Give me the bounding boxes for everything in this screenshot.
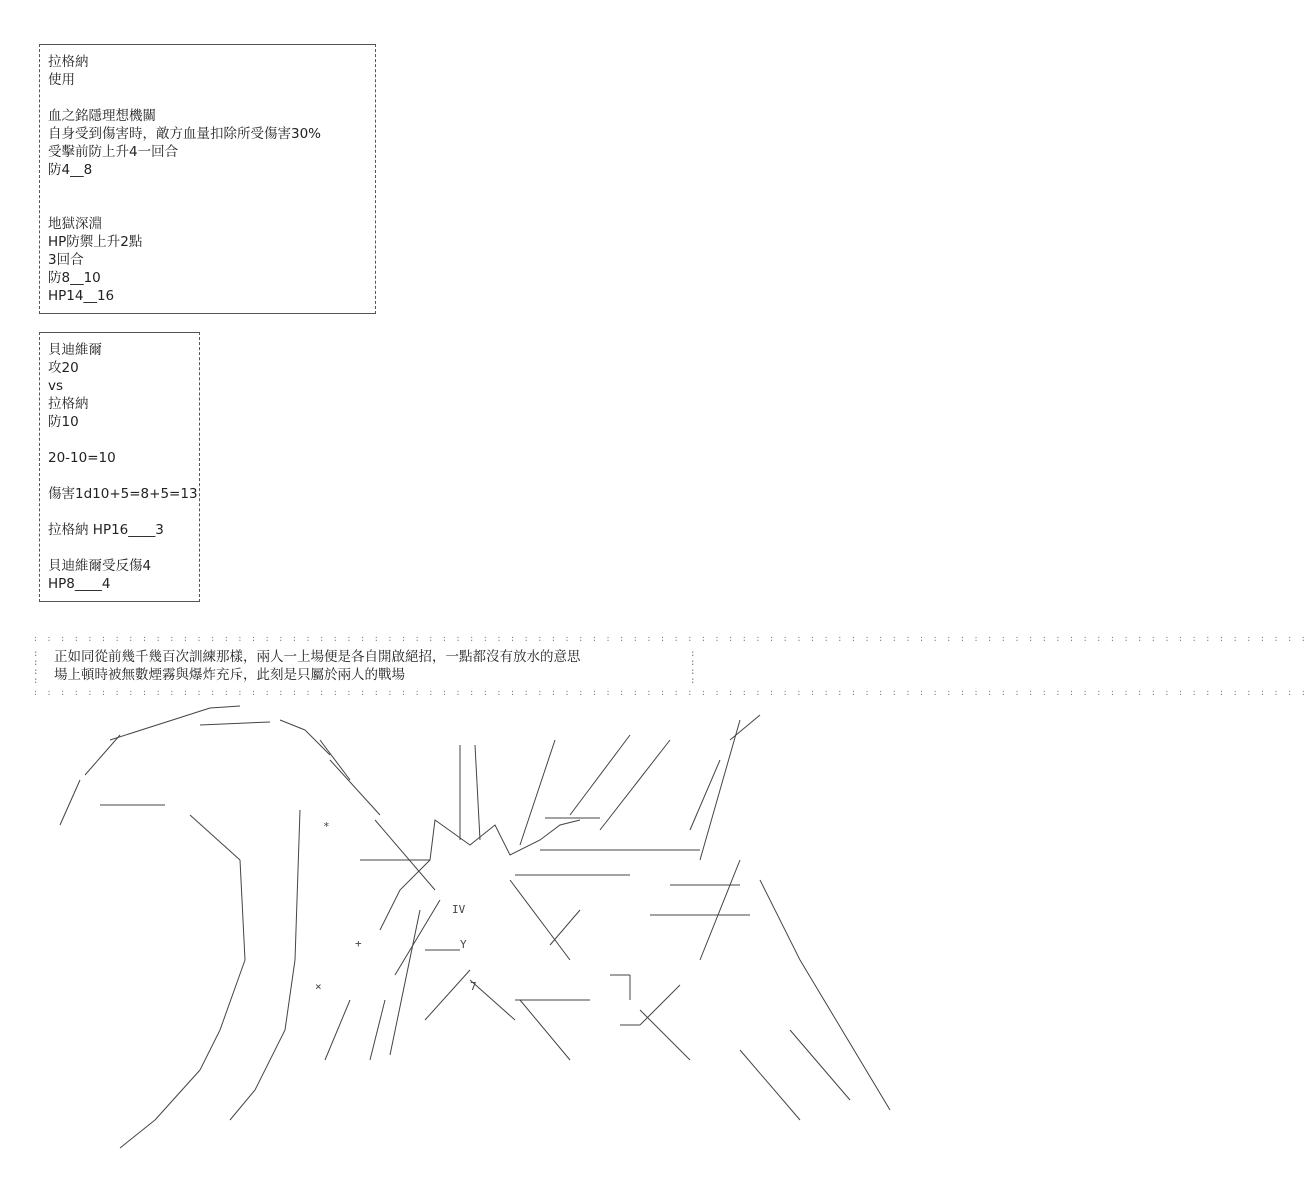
box2-line-5 — [48, 431, 189, 449]
box1-line-8 — [48, 197, 365, 215]
art-stroke — [395, 900, 440, 975]
box1-line-12: 防8__10 — [48, 270, 101, 286]
art-stroke — [255, 1030, 285, 1090]
box1-line-5: 受擊前防上升4一回合 — [48, 144, 179, 160]
box1-line-6: 防4__8 — [48, 162, 93, 178]
box2-line-12: 貝迪維爾受反傷4 — [48, 558, 152, 574]
art-stroke — [60, 780, 80, 825]
art-stroke — [230, 1090, 255, 1120]
box1-line-4: 自身受到傷害時，敵方血量扣除所受傷害30% — [48, 126, 322, 142]
art-stroke — [510, 880, 570, 960]
art-stroke — [370, 1000, 385, 1060]
art-glyph-iv: IV — [452, 903, 466, 916]
box1-line-2 — [48, 89, 365, 107]
art-stroke — [600, 740, 670, 830]
art-stroke — [760, 880, 800, 960]
box1-line-0: 拉格納 — [48, 54, 89, 70]
art-stroke — [700, 720, 740, 860]
art-stroke — [740, 1050, 800, 1120]
skill-info-box — [39, 44, 376, 314]
box1-line-10: HP防禦上升2點 — [48, 234, 143, 250]
art-stroke — [800, 960, 890, 1110]
art-glyph-y: Y — [460, 938, 467, 951]
art-stroke — [640, 1010, 690, 1060]
art-stroke — [200, 1030, 220, 1070]
art-stroke — [690, 760, 720, 830]
art-stroke — [425, 970, 470, 1020]
art-stroke — [320, 740, 350, 780]
box1-line-13: HP14__16 — [48, 288, 115, 304]
art-stroke — [330, 760, 380, 815]
art-stroke — [190, 815, 240, 860]
art-stroke — [470, 980, 515, 1020]
art-stroke — [240, 860, 245, 960]
art-stroke — [380, 860, 430, 930]
art-stroke — [475, 745, 480, 840]
ascii-art-explosion-scene — [40, 700, 950, 1160]
box2-line-10: 拉格納 HP16____3 — [48, 522, 164, 538]
art-stroke — [550, 910, 580, 945]
art-stroke — [730, 715, 760, 740]
box1-line-3: 血之銘隱理想機關 — [48, 108, 156, 124]
art-stroke — [520, 740, 555, 845]
art-stroke — [375, 820, 435, 890]
box1-line-1: 使用 — [48, 72, 75, 88]
side-dots-left: : : : : — [33, 649, 39, 686]
box2-line-4: 防10 — [48, 414, 79, 430]
art-glyph-star: * — [323, 820, 330, 833]
art-stroke — [220, 960, 245, 1030]
art-stroke — [285, 960, 295, 1030]
narration-line-2: 場上頓時被無數煙霧與爆炸充斥，此刻是只屬於兩人的戰場 — [54, 667, 405, 683]
box2-line-7 — [48, 467, 189, 485]
box2-line-6: 20-10=10 — [48, 450, 116, 466]
art-stroke — [700, 860, 740, 960]
dotted-rule-top: : : : : : : : : : : : : : : : : : : : : : : : : : : : : : : : : : : : : : : : : : : : : : : : : : : : : : : : : : : : : : : : : : : : : : : : : : : : : : : : : : : : : : : : : : : : : : : — [33, 634, 1308, 643]
art-glyph-plus: + — [355, 937, 362, 950]
box2-line-2: vs — [48, 378, 64, 394]
art-stroke — [155, 1070, 200, 1120]
art-stroke — [110, 708, 210, 740]
art-glyph-x: × — [315, 980, 322, 993]
box2-line-3: 拉格納 — [48, 396, 89, 412]
art-stroke — [210, 706, 240, 708]
art-stroke — [325, 1000, 350, 1060]
art-stroke — [790, 1030, 850, 1100]
box2-line-13: HP8____4 — [48, 576, 111, 592]
dotted-rule-bottom: : : : : : : : : : : : : : : : : : : : : : : : : : : : : : : : : : : : : : : : : : : : : : : : : : : : : : : : : : : : : : : : : : : : : : : : : : : : : : : : : : : : : : : : : : : : : : : — [33, 688, 1308, 697]
box2-line-9 — [48, 503, 189, 521]
battle-calc-box — [39, 332, 200, 602]
box2-line-11 — [48, 539, 189, 557]
art-stroke — [85, 735, 120, 775]
art-stroke — [640, 985, 680, 1025]
art-stroke — [280, 720, 305, 730]
art-stroke — [520, 1000, 570, 1060]
art-stroke — [305, 730, 330, 755]
art-stroke — [295, 810, 300, 960]
box2-line-0: 貝迪維爾 — [48, 342, 102, 358]
box2-line-1: 攻20 — [48, 360, 79, 376]
art-glyph-7: 7 — [470, 980, 477, 993]
box1-line-9: 地獄深淵 — [48, 216, 102, 232]
art-stroke — [200, 722, 270, 725]
narration-line-1: 正如同從前幾千幾百次訓練那樣，兩人一上場便是各自開啟絕招，一點都沒有放水的意思 — [54, 649, 581, 665]
art-stroke — [360, 820, 580, 860]
art-stroke — [390, 910, 420, 1055]
box1-line-11: 3回合 — [48, 252, 84, 268]
box2-line-8: 傷害1d10+5=8+5=13 — [48, 486, 198, 502]
box1-line-7 — [48, 179, 365, 197]
side-dots-right: : : : : — [690, 649, 696, 686]
art-stroke — [120, 1120, 155, 1148]
